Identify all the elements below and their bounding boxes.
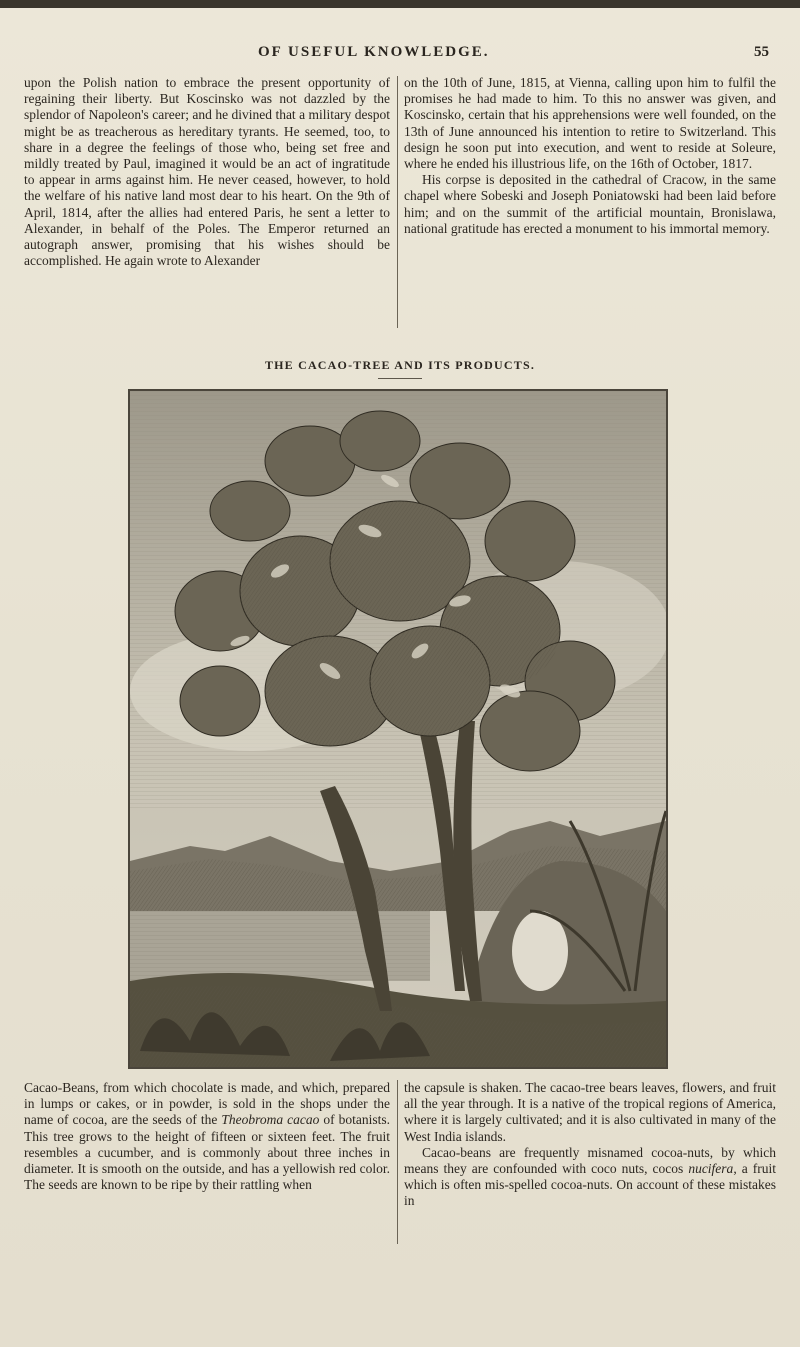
text-run: of botanists. This tree grows to the height of fifteen or sixteen feet. The fruit resembles a cucumber, and is commonly about three inches in diameter. It is smooth on the outside, and has a yellowish red color. The seeds are known to be ripe by their rattling when — [24, 1112, 390, 1193]
cacao-tree-engraving — [128, 389, 668, 1069]
paragraph — [404, 1145, 776, 1210]
paragraph: His corpse is deposited in the cathedral of Cracow, in the same chapel where Sobeski and Joseph Poniatowski had been laid before him; and on the summit of the artificial mountain, Bronislawa, national gratitude has erected a monument to his immortal memory. — [404, 172, 776, 236]
page-number: 55 — [754, 44, 769, 60]
paragraph: the capsule is shaken. The cacao-tree bears leaves, flowers, and fruit all the year through. It is a native of the tropical regions of America, where it is largely cultivated; and it is also cultivated in many of the West India islands. — [404, 1080, 776, 1144]
column-divider — [397, 1080, 398, 1244]
text-run: Cacao-Beans, from which chocolate is made, and which, prepared in lumps or cakes, or in powder, is sold in the shops under the name of cocoa, are the seeds of the — [24, 1080, 390, 1128]
column-divider — [397, 76, 398, 328]
paragraph: on the 10th of June, 1815, at Vienna, calling upon him to fulfil the promises he had made to him. To this no answer was given, and Koscinsko, certain that his apprehensions were well founded, on the 13th of June announced his intention to retire to Switzerland. This design he soon put into execution, and went to reside at Soleure, where he ended his illustrious life, on the 16th of October, 1817. — [404, 75, 776, 172]
running-header — [0, 44, 800, 66]
species-name: nucifera — [688, 1161, 734, 1177]
running-title: OF USEFUL KNOWLEDGE. — [258, 44, 490, 60]
page-top-edge — [0, 0, 800, 8]
top-left-column — [24, 75, 390, 269]
species-name: Theobroma cacao — [221, 1112, 320, 1128]
top-right-column — [404, 75, 776, 237]
paragraph — [24, 1080, 390, 1193]
paragraph: upon the Polish nation to embrace the present opportunity of regaining their liberty. But Koscinsko was not dazzled by the splendor of Napoleon's career; and he divined that a military despot might be as treacherous as hereditary tyrants. He seemed, too, to share in a degree the feelings of those who, being set free and mildly treated by Paul, imagined it would be an act of ingratitude to appear in arms against him. He never ceased, however, to hold the welfare of his native land most dear to his heart. On the 9th of April, 1814, after the allies had entered Paris, he sent a letter to Alexander, in behalf of the Poles. The Emperor returned an autograph answer, promising that his wishes should be accomplished. He again wrote to Alexander — [24, 75, 390, 269]
text-run: , a fruit which is often mis-spelled cocoa-nuts. On account of these mistakes in — [404, 1161, 776, 1209]
text-run: Cacao-beans are frequently misnamed cocoa-nuts, by which means they are confounded with coco nuts, cocos — [404, 1144, 776, 1177]
section-heading: THE CACAO-TREE AND ITS PRODUCTS. — [264, 358, 536, 372]
bottom-right-column — [404, 1080, 776, 1210]
bottom-left-column — [24, 1080, 390, 1193]
heading-rule — [378, 378, 422, 379]
